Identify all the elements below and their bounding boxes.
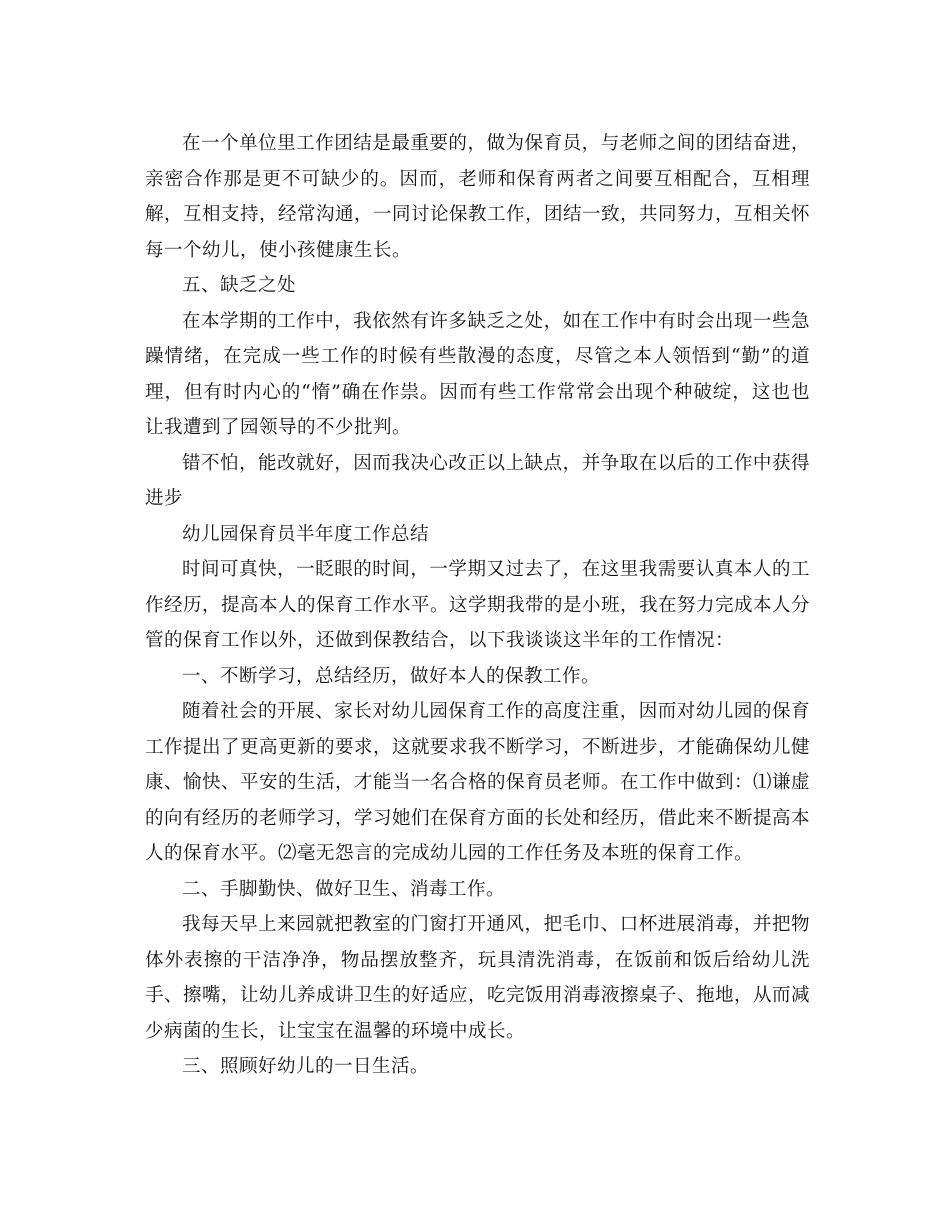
document-title: 幼儿园保育员半年度工作总结 xyxy=(182,523,430,545)
section-heading-learning: 一、不断学习，总结经历，做好本人的保教工作。 xyxy=(182,665,601,687)
paragraph-shortcomings: 在本学期的工作中，我依然有许多缺乏之处，如在工作中有时会出现一些急躁情绪，在完成一些工作的时候有些散漫的态度，尽管之本人领悟到“勤”的道理，但有时内心的“惰”确在作祟。因而有些工作常常会出现个种破绽，这也也让我遭到了园领导的不少批判。 xyxy=(145,310,810,438)
document-body xyxy=(145,126,810,1085)
paragraph-hygiene: 我每天早上来园就把教室的门窗打开通风，把毛巾、口杯进展消毒，并把物体外表擦的干洁净净，物品摆放整齐，玩具清洗消毒，在饭前和饭后给幼儿洗手、擦嘴，让幼儿养成讲卫生的好适应，吃完饭用消毒液擦桌子、拖地，从而减少病菌的生长，让宝宝在温馨的环境中成长。 xyxy=(145,914,811,1042)
paragraph-learning: 随着社会的开展、家长对幼儿园保育工作的高度注重，因而对幼儿园的保育工作提出了更高更新的要求，这就要求我不断学习，不断进步，才能确保幼儿健康、愉快、平安的生活，才能当一名合格的保育员老师。在工作中做到：⑴谦虚的向有经历的老师学习，学习她们在保育方面的长处和经历，借此来不断提高本人的保育水平。⑵毫无怨言的完成幼儿园的工作任务及本班的保育工作。 xyxy=(145,701,811,864)
section-heading-shortcomings: 五、缺乏之处 xyxy=(182,275,297,296)
paragraph-intro: 时间可真快，一眨眼的时间，一学期又过去了，在这里我需要认真本人的工作经历，提高本人的保育工作水平。这学期我带的是小班，我在努力完成本人分管的保育工作以外，还做到保教结合，以下我谈谈这半年的工作情况： xyxy=(145,559,811,651)
section-heading-hygiene: 二、手脚勤快、做好卫生、消毒工作。 xyxy=(182,878,506,900)
paragraph-resolve: 错不怕，能改就好，因而我决心改正以上缺点，并争取在以后的工作中获得进步 xyxy=(145,452,810,509)
paragraph-teamwork: 在一个单位里工作团结是最重要的，做为保育员，与老师之间的团结奋进，亲密合作那是更不可缺少的。因而，老师和保育两者之间要互相配合，互相理解，互相支持，经常沟通，一同讨论保教工作，团结一致，共同努力，互相关怀每一个幼儿，使小孩健康生长。 xyxy=(145,133,811,261)
section-heading-daily-care: 三、照顾好幼儿的一日生活。 xyxy=(182,1056,430,1077)
